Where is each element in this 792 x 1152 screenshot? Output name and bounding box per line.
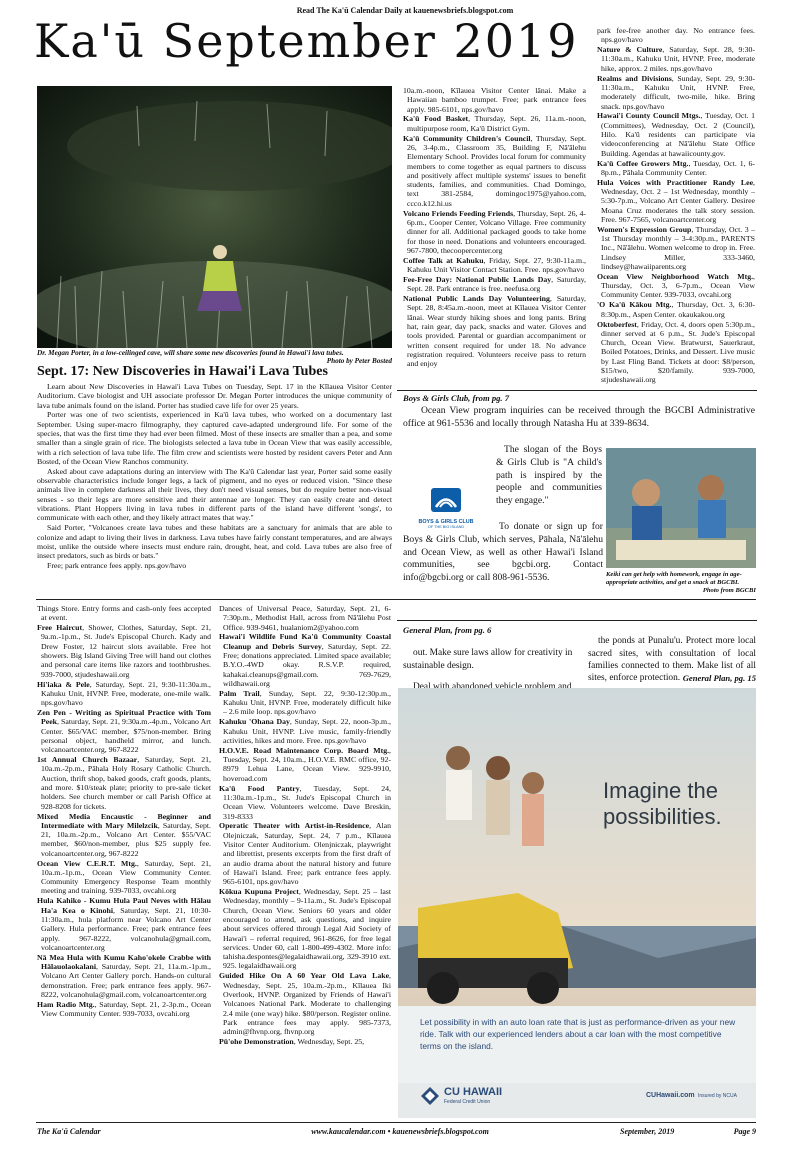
cu-hawaii-logo-icon <box>420 1086 440 1106</box>
ad-headline-line1: Imagine the <box>603 778 718 803</box>
cave-photo <box>37 86 392 348</box>
column-entry: Oktoberfest, Friday, Oct. 4, doors open 5:30p.m., dinner served at 6 p.m., St. Jude's Episcopal Church, Ocean View. Bratwurst, Sauerkraut, Boiled Potatoes, Drinks, and Dessert. Live music by Last Fling Band. Tickets at door: $8/person, $15/two, $20/family. 939-7000, stjudeshawaii.org <box>597 319 755 385</box>
calendar-col-mid-top <box>403 86 586 369</box>
bgc-title: Boys & Girls Club, from pg. 7 <box>403 393 510 403</box>
column-entry: Nā Mea Hula with Kumu Kaho'okele Crabbe with Hālauolaokalani, Saturday, Sept. 21, 11a.m.-1p.m., Volcano Art Center Gallery porch. Hands-on cultural demonstration. Free; park entrance fees apply. 967-8222, volcanohula@gmail.com, volcanoartcenter.org <box>37 952 211 999</box>
calendar-col-right-top <box>597 26 755 385</box>
ad-illustration <box>398 688 756 1118</box>
column-entry: Ocean View C.E.R.T. Mtg., Saturday, Sept. 21, 10a.m.-1p.m., Ocean View Community Center. Community Emergency Response Team monthly meeting and training. 939-7033, ovcahi.org <box>37 858 211 896</box>
column-entry: Hula Kahiko - Kumu Hula Paul Neves with Hālau Ha'a Kea o Kinohi, Saturday, Sept. 21, 10:30-11:30a.m., hula platform near Volcano Art Center Gallery. Hula performance. Free; park entrance fees apply. 967-8222, volcanohula@gmail.com, volcanoartcenter.org <box>37 896 211 952</box>
column-entry: H.O.V.E. Road Maintenance Corp. Board Mtg., Tuesday, Sept. 24, 10a.m., H.O.V.E. RMC office, 92-8979 Lehua Lane, Ocean View. 929-9910, hoveroad.com <box>219 745 391 783</box>
footer-page: Page 9 <box>733 1127 756 1136</box>
ad-url[interactable]: CUHawaii.com <box>646 1092 695 1099</box>
column-entry: Realms and Divisions, Sunday, Sept. 29, 9:30-11:30a.m., Kahuku Unit, HVNP. Free, moderately difficult, two-mile, hike. Bring snack. nps.gov/havo <box>597 73 755 111</box>
column-entry: Things Store. Entry forms and cash-only fees accepted at event. <box>37 604 211 623</box>
photo-credit: Photo by Peter Bosted <box>326 357 392 366</box>
bgc-para1: Ocean View program inquiries can be received through the BGCBI Administrative office at 961-5536 and locally through Natasha Hu at 339-8634. <box>403 405 755 429</box>
column-entry: Volcano Friends Feeding Friends, Thursday, Sept. 26, 4-6p.m., Cooper Center, Volcano Village. Free community dinner for all. Additional packaged goods to take home for those in need. Donations and volunteers encouraged. 967-7800, thecoopercenter.org <box>403 208 586 255</box>
column-entry: Ham Radio Mtg., Saturday, Sept. 21, 2-3p.m., Ocean View Community Center. 939-7033, ovcahi.org <box>37 999 212 1019</box>
column-entry: Ka'ū Coffee Growers Mtg., Tuesday, Oct. 1, 6-8p.m., Pāhala Community Center. <box>597 158 755 177</box>
column-entry: Free; park entrance fees apply. nps.gov/havo <box>47 561 187 571</box>
column-entry: Hawai'i County Council Mtgs., Tuesday, Oct. 1 (Committees), Wednesday, Oct. 2 (Council), Hilo. Ka'ū residents can participate via videoconferencing at Nā'ālehu State Office Building. Agendas at hawaiicounty.gov. <box>597 111 755 158</box>
column-entry: Kahuku 'Ohana Day, Sunday, Sept. 22, noon-3p.m., Kahuku Unit, HVNP. Live music, family-friendly activities, hikes and more. Free. nps.gov/havo <box>219 717 391 745</box>
column-entry: Nature & Culture, Saturday, Sept. 28, 9:30-11:30a.m., Kahuku Unit, HVNP. Free, moderate hike, approx. 2 miles. nps.gov/havo <box>597 45 756 73</box>
column-entry: Dances of Universal Peace, Saturday, Sept. 21, 6-7:30p.m., Methodist Hall, across from Nā'ālehu Post Office. 939-9461, hualaniom2@yahoo.com <box>219 604 391 632</box>
column-entry: National Public Lands Day Volunteering, Saturday, Sept. 28, 8:45a.m.-noon, meet at Kīlauea Visitor Center lānai. Wear sturdy hiking shoes and long pants. Bring hat, rain gear, day pack, snacks and water. Gloves and tools provided. Parental or guardian accompaniment or written consent required for under 18. No advance registration required. Volunteers receive pass to return and enjoy <box>403 294 586 369</box>
footer-date: September, 2019 <box>620 1127 675 1136</box>
bgc-para2: The slogan of the Boys & Girls Club is "A child's path is inspired by the people and communities they engage." <box>496 444 602 507</box>
bgc-top-rule <box>397 390 757 391</box>
bgc-photo <box>606 448 756 568</box>
column-entry: Porter was one of two scientists, experienced in Ka'ū lava tubes, who worked on a documentary last September. Using super-macro filmography, they captured cave-adapted underground life. For some of the species, that was the first time they had ever been filmed. Most of these insects are smaller than a pea, and some smaller than a single grain of rice. The biologists selected a lava tube in Ocean View that was easily accessible, with a rich selection of lava tube life. The film crew and scientists were hosted by resident cavers Peter and Ann Bosted, of the Ocean View Ranchos community. <box>37 410 392 466</box>
column-entry: Fee-Free Day: National Public Lands Day, Saturday, Sept. 28. Park entrance is free. neefusa.org <box>403 274 587 294</box>
calendar-col-mid-bottom <box>219 604 391 1047</box>
column-entry: Women's Expression Group, Thursday, Oct. 3 – 1st Thursday monthly – 3-4:30p.m., PARENTS Inc., Nā'ālehu. Women welcome to drop in. Free. Lindsey Miller, 333-3460, lindsey@hawaiiparents.org <box>597 224 756 271</box>
bgc-photo-illustration <box>606 448 756 568</box>
lead-article-body <box>37 382 392 571</box>
column-entry: Guided Hike On A 60 Year Old Lava Lake, Wednesday, Sept. 25, 10a.m.-2p.m., Kīlauea Iki Overlook, HVNP. Organized by Friends of Hawai'i Volcanoes National Park. Moderate to challenging 2.4 mile (one way) hike. $80/person. Register online. Park entrance fees may apply. 985-7373, admin@fhvnp.org, fhvnp.org <box>219 971 391 1037</box>
column-entry: Zen Pen - Writing as Spiritual Practice with Tom Peek, Saturday, Sept. 21, 9:30a.m.-4p.m., Volcano Art Center. $65/VAC member, $75/non-member. Bring personal object, handheld mirror, and lunch. volcanoartcenter.org, 967-8222 <box>37 708 211 755</box>
column-entry: Said Porter, "Volcanoes create lava tubes and these habitats are a sanctuary for animals that are able to colonize and adapt to living their lives in darkness. Lava tubes have fairly constant temperatures, and are always moist, unlike the outside where insects must endure rain, drought, heat, and cold. Lava tubes are also free of insect predators, such as birds or bats." <box>37 523 392 561</box>
column-entry: Ka'ū Food Pantry, Tuesday, Sept. 24, 11:30a.m.-1p.m., St. Jude's Episcopal Church in Ocean View. Volunteers welcome. Dave Breskin, 319-8333 <box>219 783 391 821</box>
ad-headline <box>603 778 722 830</box>
ad-brand: CU HAWAII <box>444 1086 503 1098</box>
bgc-photo-caption <box>606 571 756 595</box>
footer-publication: The Ka'ū Calendar <box>37 1127 101 1136</box>
column-entry: Palm Trail, Sunday, Sept. 22, 9:30-12:30p.m., Kahuku Unit, HVNP. Free, moderately difficult hike – 2.6 mile loop. nps.gov/havo <box>219 688 391 717</box>
cu-hawaii-ad <box>398 688 756 1118</box>
masthead-title: Ka'ū September 2019 <box>34 14 579 68</box>
caption-text: Dr. Megan Porter, in a low-ceilinged cave, will share some new discoveries found in Hawai'i lava tubes. <box>37 349 344 357</box>
column-entry: Pū'ohe Demonstration, Wednesday, Sept. 25, <box>219 1037 365 1046</box>
column-entry: Hula Voices with Practitioner Randy Lee, Wednesday, Oct. 2 – 1st Wednesday, monthly – 5:30-7p.m., Volcano Art Center Gallery. Desiree Moana Cruz moderates the talk story session. Free. 967-7565, volcanoartcenter.org <box>597 177 755 224</box>
column-entry: Learn about New Discoveries in Hawai'i Lava Tubes on Tuesday, Sept. 17 in the Kīlauea Visitor Center Auditorium. Cave biologist and UH associate professor Dr. Megan Porter introduces the unique community of lava tube animals found on the island. Porter has studied cave life for over 25 years. <box>37 382 392 410</box>
column-entry: Hawai'i Wildlife Fund Ka'ū Community Coastal Cleanup and Debris Survey, Saturday, Sept. 22. Free; donations appreciated. Limited space available; B.Y.O.-4WD okay. R.S.V.P. required, kahakai.cleanups@gmail.com. 769-7629, wildhawaii.org <box>219 632 391 688</box>
column-entry: the ponds at Punalu'u. Protect more local sacred sites, with consultation of local families connected to them. Make list of all sites, enforce protection. <box>588 636 756 684</box>
column-entry: Coffee Talk at Kahuku, Friday, Sept. 27, 9:30-11a.m., Kahuku Unit Visitor Contact Station. Free. nps.gov/havo <box>403 255 586 275</box>
column-entry: park fee-free another day. No entrance fees. nps.gov/havo <box>597 26 755 45</box>
column-entry: Ka'ū Community Children's Council, Thursday, Sept. 26, 3-4p.m., Classroom 35, Building F, Nā'ālehu Elementary School. Provides local forum for community members to come together as equal partners to discuss and positively affect multiple systems' issues to benefit students, families, and communities. Chad Domingo, text 381-2584, domingoc1975@yahoo.com, ccco.k12.hi.us <box>403 133 586 208</box>
column-entry: Free Haircut, Shower, Clothes, Saturday, Sept. 21, 9a.m.-1p.m., St. Jude's Episcopal Church. Kady and Drew Foster, 12 haircut slots available. Free hot showers. Big Island Giving Tree will hand out clothes and personal care items like razors and toothbrushes. 939-7000, stjudeshawaii.org <box>37 623 211 679</box>
gp-jump: General Plan, pg. 15 <box>682 673 756 683</box>
column-entry: Asked about cave adaptations during an interview with The Ka'ū Calendar last year, Porter said some easily observable characteristics include longer legs, a lack of pigment, and no eyes or reduced vision. "Since these animals live in complete darkness all their lives, they don't need visual senses, but do require better non-visual senses - so their legs are more sensitive and their antennae are longer. They can easily create and detect vibrations. Plant Hoppers living in lava tubes in different parts of the island have different 'songs', to communicate with each other, and they likely attract mates that way." <box>37 466 392 523</box>
footer-websites[interactable]: www.kaucalendar.com • kauenewsbriefs.blogspot.com <box>311 1127 489 1136</box>
column-entry: Ka'ū Food Basket, Thursday, Sept. 26, 11a.m.-noon, multipurpose room, Ka'ū District Gym. <box>403 114 586 133</box>
bgc-photo-credit: Photo from BGCBI <box>702 587 756 594</box>
ad-brand-sub: Federal Credit Union <box>444 1099 491 1105</box>
column-entry: 'O Ka'ū Kākou Mtg., Thursday, Oct. 3, 6:30-8:30p.m., Aspen Center. okaukakou.org <box>597 300 755 319</box>
read-line: Read The Ka'ū Calendar Daily at kauenewsbriefs.blogspot.com <box>296 6 514 15</box>
gp-title: General Plan, from pg. 6 <box>403 625 492 635</box>
bgc-logo-text: BOYS & GIRLS CLUB <box>418 519 474 525</box>
column-entry: out. Make sure laws allow for creativity in sustainable design. <box>403 648 573 671</box>
column-entry: Mixed Media Encaustic - Beginner and Intermediate with Mary Milelzcik, Saturday, Sept. 21, 10a.m.-2p.m., Volcano Art Center. $55/VAC member, $60/non-member, plus $25 supply fee. volcanoartcenter.org, 967-8222 <box>37 811 211 858</box>
column-entry: 1st Annual Church Bazaar, Saturday, Sept. 21, 10a.m.-2p.m., Pāhala Holy Rosary Catholic Church. Auction, thrift shop, baked goods, craft goods, plants, and more. $10/steak plate; priority to pre-sale ticket holders. See church member or call Parish Office at 928-8208 for tickets. <box>37 755 211 811</box>
cave-illustration <box>37 86 392 348</box>
column-entry: Kōkua Kupuna Project, Wednesday, Sept. 25 – last Wednesday, monthly – 9-11a.m., St. Jude's Episcopal Church, Ocean View. Seniors 60 years and older encouraged to attend, ask questions, and inquire about services offered through Legal Aid Society of Hawai'i – referral required, 961-8626, for free legal services. Under 60, call 1-800-499-4302. More info: tahisha.despontes@legalaidhawaii.org, 329-3910 ext. 925. legalaidhawaii.org <box>219 887 391 971</box>
ad-ncua: Insured by NCUA <box>698 1093 737 1099</box>
column-entry: 10a.m.-noon, Kīlauea Visitor Center lānai. Make a Hawaiian bamboo trumpet. Free; park entrance fees apply. 985-6101, nps.gov/havo <box>403 86 586 114</box>
bgc-logo-sub: OF THE BIG ISLAND <box>427 525 465 529</box>
gp-top-rule <box>397 620 757 621</box>
section-rule <box>36 599 756 600</box>
bgc-caption-text: Keiki can get help with homework, engage in age-appropriate activities, and get a snack at BGCBI. <box>606 571 742 586</box>
footer-rule <box>36 1122 756 1123</box>
bgc-logo-icon <box>403 488 489 514</box>
ad-headline-line2: possibilities. <box>603 804 722 829</box>
column-entry: Ocean View Neighborhood Watch Mtg., Thursday, Oct. 3, 6-7p.m., Ocean View Community Center. 939-7033, ovcahi.org <box>597 271 755 300</box>
column-entry: Hi'iaka & Pele, Saturday, Sept. 21, 9:30-11:30a.m., Kahuku Unit, HVNP. Free, moderate, one-mile walk. nps.gov/havo <box>37 679 211 708</box>
bgc-para3: To donate or sign up for Boys & Girls Club, which serves, Pāhala, Nā'ālehu and Ocean View, as well as other Hawai'i Island communities, see bgcbi.org. Contact info@bgcbi.org or call 808-961-5536. <box>403 521 603 584</box>
lead-headline: Sept. 17: New Discoveries in Hawai'i Lava Tubes <box>37 364 328 379</box>
ad-body: Let possibility in with an auto loan rate that is just as performance-driven as your new ride. Talk with our experienced lenders about a car loan with the most competitive terms on the island. <box>420 1017 736 1051</box>
calendar-col-left-bottom <box>37 604 211 1019</box>
column-entry: Operatic Theater with Artist-in-Residence, Alan Olejniczak, Saturday, Sept. 24, 7 p.m., Kīlauea Visitor Center Auditorium. Olenjniczak, playwright and librettist, presents excerpts from the first draft of an audio drama about the natural history and future of Hawai'i Island. Free; park entrance fees apply. 965-6101, nps.gov/havo <box>219 821 391 887</box>
